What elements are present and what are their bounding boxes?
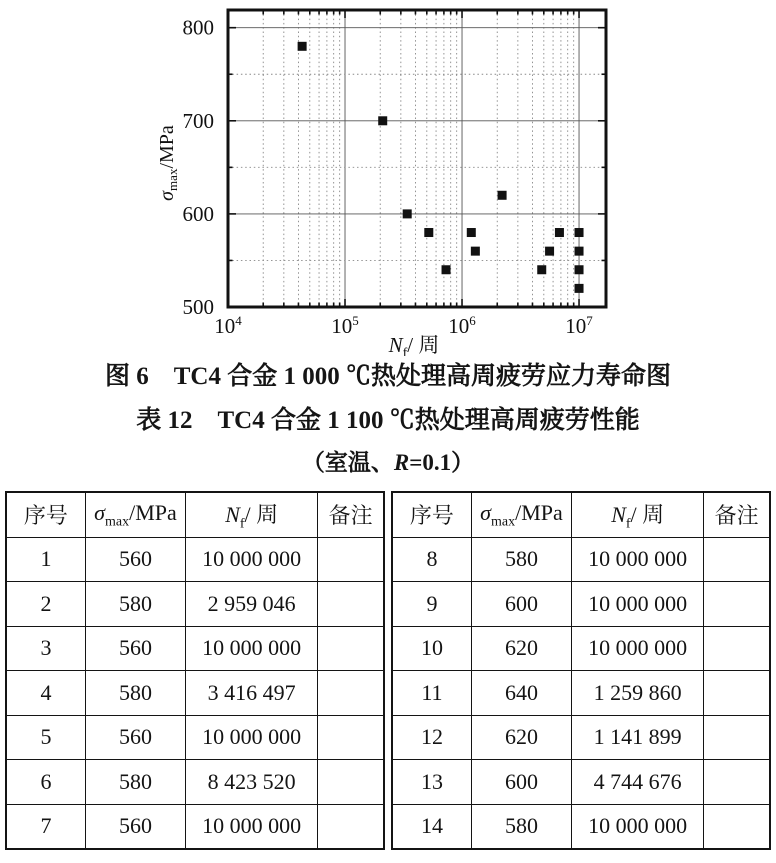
- data-point: [575, 247, 584, 256]
- subcaption-pre: （室温、: [301, 450, 394, 475]
- table-subcaption: [0, 446, 776, 480]
- sigma-unit: /MPa: [515, 499, 563, 525]
- table-cell: [704, 760, 770, 805]
- table-cell: 10 000 000: [186, 715, 318, 760]
- table-cell: 10 000 000: [186, 537, 318, 582]
- table-row: [6, 582, 384, 627]
- data-point: [471, 247, 480, 256]
- y-axis-title: $\sigma_{max}$/MPa: [156, 125, 180, 201]
- table-cell: 3 416 497: [186, 671, 318, 716]
- table-cell: 10 000 000: [572, 582, 704, 627]
- table-row: [6, 760, 384, 805]
- table-cell: 11: [392, 671, 471, 716]
- table-header-left: [6, 492, 384, 537]
- table-cell: 2: [6, 582, 85, 627]
- life-subscript: f: [239, 515, 245, 531]
- table-body-left: [6, 537, 384, 849]
- life-symbol: N: [225, 501, 240, 527]
- data-point: [545, 247, 554, 256]
- table-cell: 4: [6, 671, 85, 716]
- table-cell: [318, 582, 384, 627]
- col-header-stress: [471, 492, 571, 537]
- table-body-right: [392, 537, 770, 849]
- table-caption: [0, 402, 776, 439]
- table-cell: [318, 760, 384, 805]
- subcaption-r-symbol: R: [393, 450, 410, 475]
- table-row: [6, 671, 384, 716]
- table-cell: 580: [471, 804, 571, 849]
- table-cell: 12: [392, 715, 471, 760]
- col-header-note-label: 备注: [714, 503, 759, 529]
- table-cell: [318, 626, 384, 671]
- data-point: [467, 228, 476, 237]
- table-row: [6, 626, 384, 671]
- table-cell: [318, 715, 384, 760]
- y-tick-label: 500: [182, 295, 214, 319]
- data-point: [575, 228, 584, 237]
- fatigue-sn-scatter-chart: [0, 0, 776, 356]
- table-caption-text: 表 12 TC4 合金 1 100 ℃热处理高周疲劳性能: [136, 407, 640, 434]
- table-cell: 10 000 000: [186, 626, 318, 671]
- col-header-seq-label: 序号: [409, 503, 454, 529]
- x-tick-label: $10^7$: [565, 313, 593, 338]
- y-tick-label: 600: [182, 201, 214, 226]
- table-cell: 580: [85, 671, 185, 716]
- table-cell: 560: [85, 537, 185, 582]
- table-cell: [704, 582, 770, 627]
- table-cell: 9: [392, 582, 471, 627]
- col-header-life: [572, 492, 704, 537]
- plot-border: [228, 10, 606, 307]
- y-tick-label: 800: [182, 15, 214, 40]
- table-cell: 3: [6, 626, 85, 671]
- table-row: [392, 715, 770, 760]
- sigma-symbol: σ: [480, 499, 491, 525]
- table-cell: 620: [471, 715, 571, 760]
- table-cell: 580: [85, 760, 185, 805]
- table-cell: 10: [392, 626, 471, 671]
- table-cell: 4 744 676: [572, 760, 704, 805]
- data-point: [403, 209, 412, 218]
- table-row: [6, 715, 384, 760]
- col-header-note-label: 备注: [328, 503, 373, 529]
- table-row: [392, 671, 770, 716]
- table-cell: 560: [85, 715, 185, 760]
- fatigue-table-left: [5, 491, 385, 850]
- table-cell: 1 141 899: [572, 715, 704, 760]
- table-cell: [704, 626, 770, 671]
- sigma-subscript: max: [104, 513, 130, 529]
- header-row: [392, 492, 770, 537]
- table-cell: 580: [85, 582, 185, 627]
- data-point: [378, 116, 387, 125]
- sigma-symbol: σ: [94, 499, 105, 525]
- fatigue-table-right: [391, 491, 771, 850]
- table-row: [6, 804, 384, 849]
- data-point: [498, 191, 507, 200]
- data-point: [424, 228, 433, 237]
- table-row: [392, 626, 770, 671]
- x-tick-label: $10^6$: [448, 313, 476, 338]
- col-header-note: [704, 492, 770, 537]
- table-header-right: [392, 492, 770, 537]
- table-cell: [318, 804, 384, 849]
- figure-caption-text: 图 6 TC4 合金 1 000 ℃热处理高周疲劳应力寿命图: [105, 363, 671, 390]
- table-cell: 580: [471, 537, 571, 582]
- table-cell: [318, 671, 384, 716]
- table-cell: 8 423 520: [186, 760, 318, 805]
- header-row: [6, 492, 384, 537]
- table-cell: 10 000 000: [186, 804, 318, 849]
- table-cell: 1 259 860: [572, 671, 704, 716]
- table-cell: 560: [85, 626, 185, 671]
- life-unit: / 周: [630, 501, 665, 527]
- sigma-unit: /MPa: [129, 499, 177, 525]
- life-subscript: f: [625, 515, 631, 531]
- data-point: [537, 265, 546, 274]
- sigma-subscript: max: [490, 513, 516, 529]
- figure-caption: [0, 358, 776, 395]
- col-header-seq: [392, 492, 471, 537]
- table-row: [392, 804, 770, 849]
- table-cell: 640: [471, 671, 571, 716]
- table-cell: 600: [471, 760, 571, 805]
- table-cell: [704, 804, 770, 849]
- x-axis-title: $N_f/$ 周: [388, 333, 440, 356]
- table-cell: [704, 715, 770, 760]
- table-row: [6, 537, 384, 582]
- table-cell: 10 000 000: [572, 626, 704, 671]
- table-cell: 600: [471, 582, 571, 627]
- table-cell: 10 000 000: [572, 537, 704, 582]
- life-unit: / 周: [244, 501, 279, 527]
- data-point: [298, 42, 307, 51]
- table-cell: 560: [85, 804, 185, 849]
- table-cell: 13: [392, 760, 471, 805]
- subcaption-post: =0.1）: [409, 450, 475, 475]
- col-header-seq-label: 序号: [23, 503, 68, 529]
- table-cell: [318, 537, 384, 582]
- table-cell: 2 959 046: [186, 582, 318, 627]
- data-point: [575, 284, 584, 293]
- table-cell: 5: [6, 715, 85, 760]
- table-row: [392, 537, 770, 582]
- table-cell: 1: [6, 537, 85, 582]
- fatigue-tables-container: [5, 491, 771, 850]
- table-cell: 10 000 000: [572, 804, 704, 849]
- table-row: [392, 760, 770, 805]
- col-header-life: [186, 492, 318, 537]
- table-cell: 14: [392, 804, 471, 849]
- table-cell: 6: [6, 760, 85, 805]
- life-symbol: N: [611, 501, 626, 527]
- table-cell: 7: [6, 804, 85, 849]
- col-header-note: [318, 492, 384, 537]
- x-tick-label: $10^4$: [214, 313, 242, 338]
- y-tick-label: 700: [182, 108, 214, 133]
- table-row: [392, 582, 770, 627]
- data-point: [575, 265, 584, 274]
- table-cell: 8: [392, 537, 471, 582]
- col-header-stress: [85, 492, 185, 537]
- table-cell: [704, 671, 770, 716]
- table-cell: 620: [471, 626, 571, 671]
- col-header-seq: [6, 492, 85, 537]
- data-point: [555, 228, 564, 237]
- x-tick-label: $10^5$: [331, 313, 359, 338]
- data-point: [442, 265, 451, 274]
- table-cell: [704, 537, 770, 582]
